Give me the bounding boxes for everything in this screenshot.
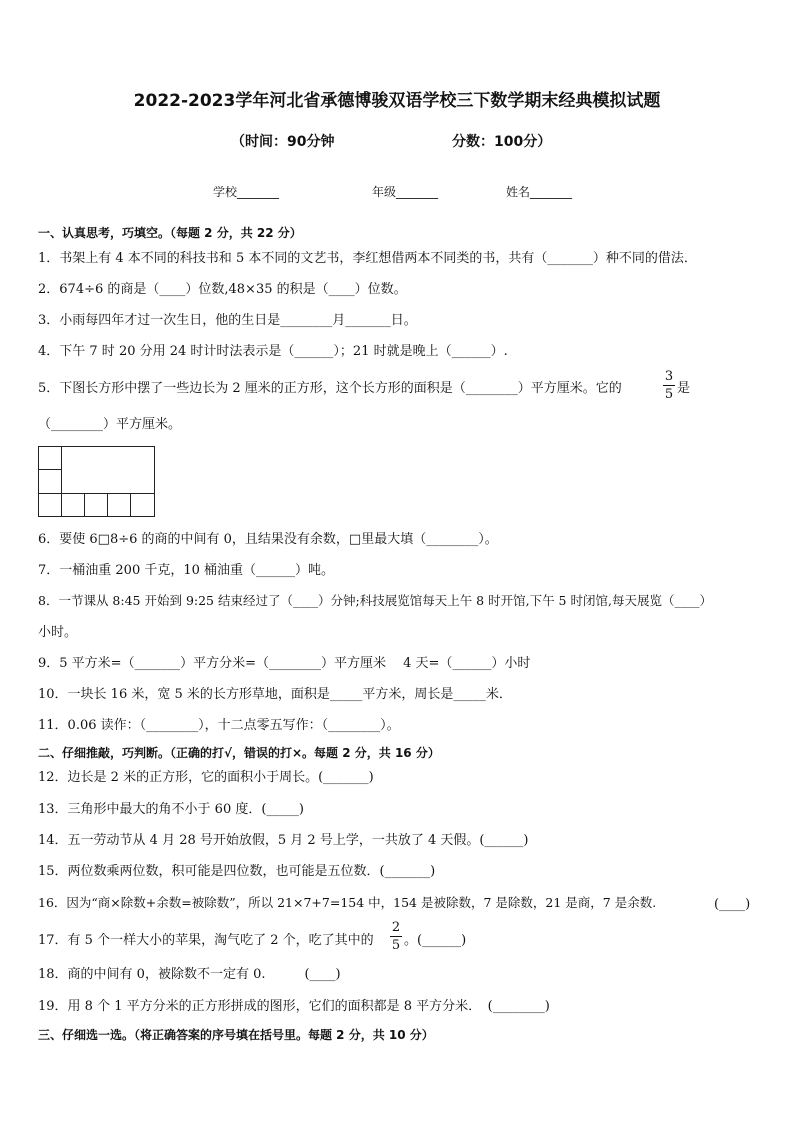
section-heading-multiple-choice: 三、仔细选一选。（将正确答案的序号填在括号里。每题 2 分，共 10 分） xyxy=(38,1028,434,1042)
question-19: 19．用 8 个 1 平方分米的正方形拼成的图形，它们的面积都是 8 平方分米． (________) xyxy=(38,999,550,1014)
question-14: 14．五一劳动节从 4 月 28 号开始放假，5 月 2 号上学，一共放了 4 天假。(______) xyxy=(38,833,529,848)
fraction-numerator: 3 xyxy=(664,369,674,384)
question-1: 1．书架上有 4 本不同的科技书和 5 本不同的文艺书，李红想借两本不同类的书，共有（_______）种不同的借法． xyxy=(38,251,697,266)
outer-rectangle xyxy=(39,447,155,517)
question-17: 17．有 5 个一样大小的苹果，淘气吃了 2 个，吃了其中的 xyxy=(38,933,374,948)
question-5: 5．下图长方形中摆了一些边长为 2 厘米的正方形，这个长方形的面积是（________）平方厘米。它的 xyxy=(38,381,622,396)
question-12: 12．边长是 2 米的正方形，它的面积小于周长。(_______) xyxy=(38,770,374,785)
question-13: 13．三角形中最大的角不小于 60 度．(_____) xyxy=(38,802,304,817)
section-heading-true-false: 二、仔细推敲，巧判断。（正确的打√，错误的打×。每题 2 分，共 16 分） xyxy=(38,746,440,760)
question-8-line2: 小时。 xyxy=(38,625,78,640)
fraction-bar xyxy=(390,936,402,937)
question-16: 16．因为“商×除数+余数=被除数”，所以 21×7+7=154 中，154 是被除数，7 是除数，21 是商，7 是余数. xyxy=(38,895,657,910)
fraction-denominator: 5 xyxy=(664,387,674,402)
fraction-bar xyxy=(663,385,675,386)
exam-time: （时间：90分钟 xyxy=(231,134,335,150)
question-17-fraction xyxy=(390,921,402,952)
question-5-line2: （________）平方厘米。 xyxy=(38,417,182,432)
school-field: 学校_______ xyxy=(213,185,280,199)
rectangle-with-squares-figure xyxy=(38,446,156,518)
page-title: 2022-2023学年河北省承德博骏双语学校三下数学期末经典模拟试题 xyxy=(133,91,661,111)
question-11: 11．0.06 读作：（________），十二点零五写作：（________）。 xyxy=(38,718,400,733)
name-field: 姓名_______ xyxy=(506,185,573,199)
question-8: 8．一节课从 8:45 开始到 9:25 结束经过了（____）分钟;科技展览馆每天上午 8 时开馆,下午 5 时闭馆,每天展览（____） xyxy=(38,593,712,608)
question-7: 7．一桶油重 200 千克，10 桶油重（______）吨。 xyxy=(38,563,335,578)
question-3: 3．小雨每四年才过一次生日，他的生日是________月_______日。 xyxy=(38,313,417,328)
question-2: 2．674÷6 的商是（____）位数,48×35 的积是（____）位数。 xyxy=(38,282,407,297)
question-5-fraction xyxy=(663,370,675,401)
question-6: 6．要使 6□8÷6 的商的中间有 0，且结果没有余数，□里最大填（________）。 xyxy=(38,532,498,547)
question-17-suffix: 。(______) xyxy=(404,933,467,948)
section-heading-fill-blank: 一、认真思考，巧填空。（每题 2 分，共 22 分） xyxy=(38,226,302,240)
fraction-denominator: 5 xyxy=(391,938,401,953)
question-18: 18．商的中间有 0，被除数不一定有 0. (____) xyxy=(38,967,341,982)
question-16-answer-paren: (____) xyxy=(714,897,751,912)
question-10: 10．一块长 16 米，宽 5 米的长方形草地，面积是_____平方米，周长是_____米． xyxy=(38,687,512,702)
question-5-suffix: 是 xyxy=(677,381,691,396)
fraction-numerator: 2 xyxy=(391,920,401,935)
question-15: 15．两位数乘两位数，积可能是四位数，也可能是五位数．(_______) xyxy=(38,864,436,879)
question-9: 9．5 平方米=（_______）平方分米=（________）平方厘米 4 天=（______）小时 xyxy=(38,656,531,671)
exam-score: 分数：100分） xyxy=(452,134,552,150)
question-4: 4．下午 7 时 20 分用 24 时计时法表示是（______）；21 时就是晚上（______）. xyxy=(38,344,508,359)
grade-field: 年级_______ xyxy=(372,185,439,199)
